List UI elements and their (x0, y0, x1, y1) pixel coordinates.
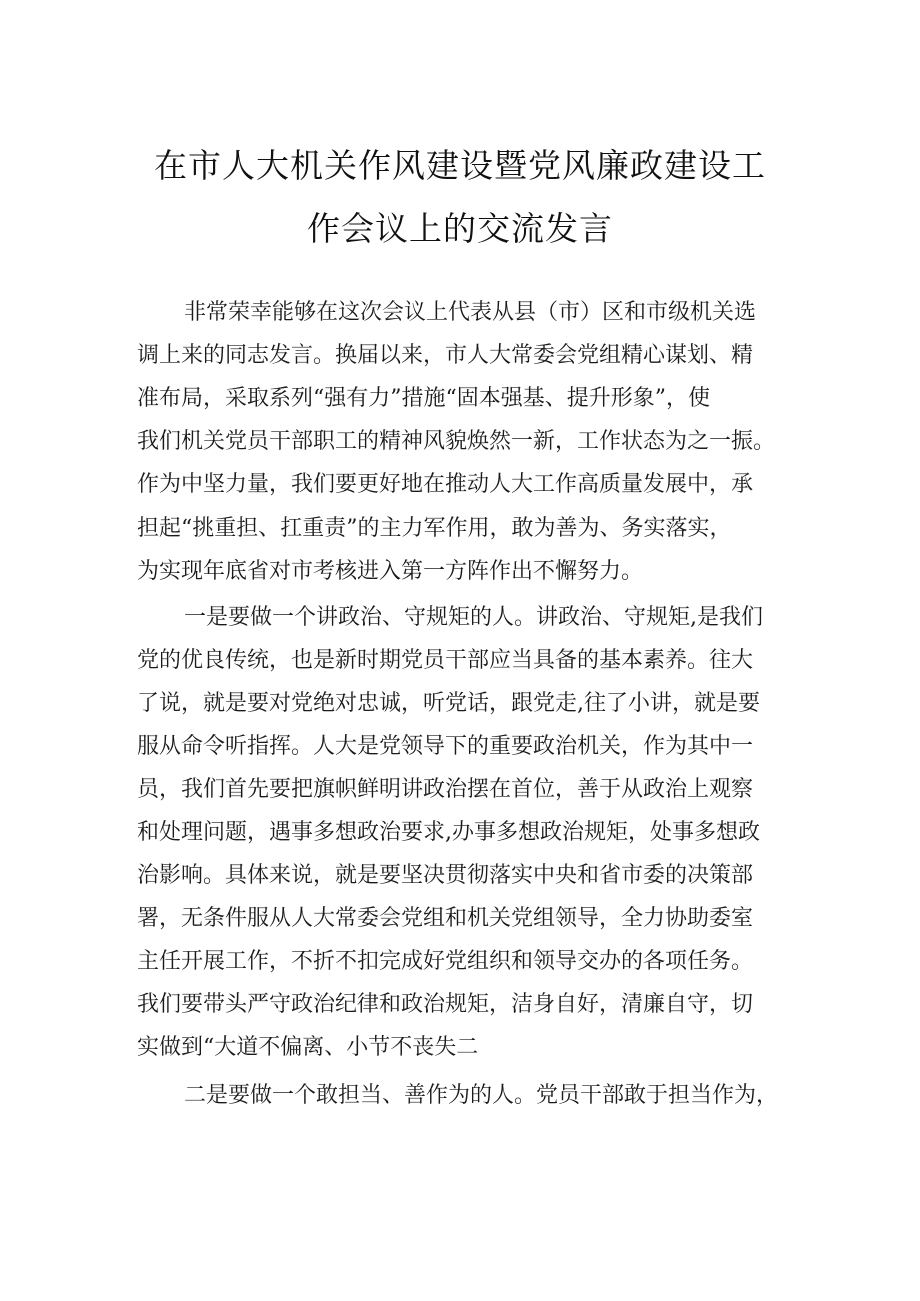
text-line: 署，无条件服从人大常委会党组和机关党组领导，全力协助委室 (137, 906, 754, 931)
text-line: 实做到“大道不偏离、小节不丧失二 (137, 1035, 479, 1060)
text-line: 主任开展工作，不折不扣完成好党组织和领导交办的各项任务。 (137, 949, 754, 974)
text-line: 准布局，采取系列“强有力”措施“固本强基、提升形象”，使 (137, 386, 710, 411)
text-line: 调上来的同志发言。换届以来，市人大常委会党组精心谋划、精 (137, 343, 754, 368)
text-line: 非常荣幸能够在这次会议上代表从县（市）区和市级机关选 (184, 300, 757, 325)
text-line: 了说，就是要对党绝对忠诚，听党话，跟党走,往了小讲，就是要 (137, 691, 760, 716)
text-line: 服从命令听指挥。人大是党领导下的重要政治机关，作为其中一 (137, 734, 754, 759)
text-line: 我们机关党员干部职工的精神风貌焕然一新，工作状态为之一振。 (137, 429, 776, 454)
text-line: 和处理问题，遇事多想政治要求,办事多想政治规矩，处事多想政 (137, 820, 760, 845)
text-line: 员，我们首先要把旗帜鲜明讲政治摆在首位，善于从政治上观察 (137, 777, 754, 802)
document-title-line-2: 作会议上的交流发言 (307, 209, 613, 248)
text-line: 为实现年底省对市考核进入第一方阵作出不懈努力。 (137, 559, 644, 584)
text-line: 担起“挑重担、扛重责”的主力军作用，敢为善为、务实落实， (137, 516, 732, 541)
text-line: 治影响。具体来说，就是要坚决贯彻落实中央和省市委的决策部 (137, 863, 754, 888)
document-title-line-1: 在市人大机关作风建设暨党风廉政建设工 (154, 146, 766, 185)
text-line: 作为中坚力量，我们要更好地在推动人大工作高质量发展中，承 (137, 472, 754, 497)
text-line: 一是要做一个讲政治、守规矩的人。讲政治、守规矩,是我们 (184, 605, 763, 630)
text-line: 二是要做一个敢担当、善作为的人。党员干部敢于担当作为， (184, 1083, 779, 1108)
text-line: 党的优良传统，也是新时期党员干部应当具备的基本素养。往大 (137, 648, 754, 673)
text-line: 我们要带头严守政治纪律和政治规矩，洁身自好，清廉自守，切 (137, 992, 754, 1017)
